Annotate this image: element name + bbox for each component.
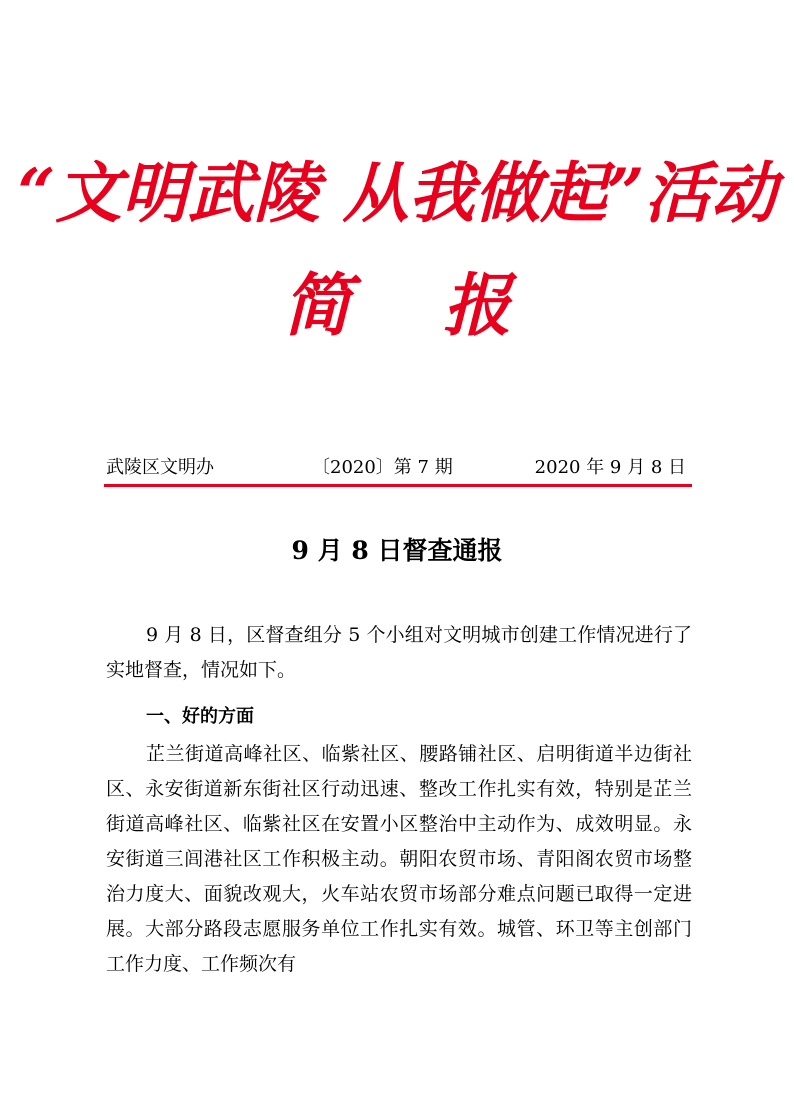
section1-paragraph	[106, 737, 692, 982]
masthead-subtitle	[0, 266, 794, 346]
issue-line	[106, 456, 690, 480]
section1-text: 芷兰街道高峰社区、临紫社区、腰路铺社区、启明街道半边街社区、永安街道新东街社区行动迅速、整改工作扎实有效，特别是芷兰街道高峰社区、临紫社区在安置小区整治中主动作为、成效明显。永安街道三闾港社区工作积极主动。朝阳农贸市场、青阳阁农贸市场整治力度大、面貌改观大，火车站农贸市场部分难点问题已取得一定进展。大部分路段志愿服务单位工作扎实有效。城管、环卫等主创部门工作力度、工作频次有	[106, 743, 692, 975]
issuing-organization: 武陵区文明办	[106, 457, 214, 478]
intro-paragraph	[106, 618, 692, 688]
masthead-title: “文明武陵 从我做起”活动	[17, 154, 777, 232]
intro-text: 9 月 8 日，区督查组分 5 个小组对文明城市创建工作情况进行了实地督查，情况如下。	[106, 624, 692, 681]
document-title: 9 月 8 日督查通报	[291, 536, 503, 565]
section-heading-good-aspects: 一、好的方面	[146, 706, 254, 727]
masthead-sub-left: 简	[282, 266, 351, 346]
issue-date: 2020 年 9 月 8 日	[534, 457, 686, 478]
masthead-sub-right: 报	[443, 266, 512, 346]
red-divider-line	[104, 484, 692, 487]
issue-number: 〔2020〕第 7 期	[312, 457, 453, 478]
